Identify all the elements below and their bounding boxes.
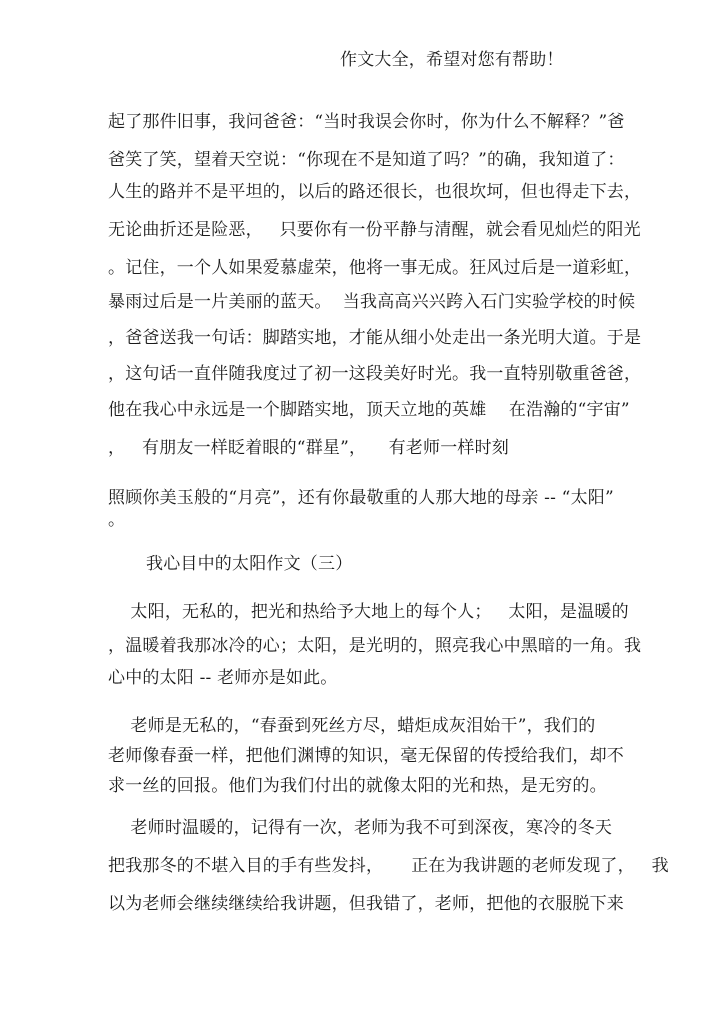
body-line: 。 — [108, 510, 126, 530]
body-line: ，爸爸送我一句话：脚踏实地，才能从细小处走出一条光明大道。于是 — [108, 328, 642, 348]
body-line: 把我那冬的不堪入目的手有些发抖， 正在为我讲题的老师发现了， 我 — [108, 856, 669, 876]
body-line: 老师像春蚕一样，把他们渊博的知识，毫无保留的传授给我们，却不 — [108, 746, 624, 766]
body-line: 老师是无私的，“春蚕到死丝方尽，蜡炬成灰泪始干”，我们的 — [108, 716, 596, 736]
body-line: ，温暖着我那冰冷的心；太阳，是光明的，照亮我心中黑暗的一角。我 — [108, 636, 642, 656]
body-line: 爸笑了笑，望着天空说：“你现在不是知道了吗？”的确，我知道了： — [108, 150, 625, 170]
body-line: 起了那件旧事，我问爸爸：“当时我误会你时，你为什么不解释？”爸 — [108, 112, 625, 132]
body-line: 人生的路并不是平坦的，以后的路还很长，也很坎坷，但也得走下去， — [108, 182, 642, 202]
body-line: 他在我心中永远是一个脚踏实地，顶天立地的英雄 在浩瀚的“宇宙” — [108, 400, 630, 420]
section-title: 我心目中的太阳作文（三） — [146, 554, 353, 574]
body-line: 无论曲折还是险恶， 只要你有一份平静与清醒，就会看见灿烂的阳光 — [108, 220, 641, 240]
body-line: 以为老师会继续继续给我讲题，但我错了，老师，把他的衣服脱下来 — [108, 894, 624, 914]
page-header: 作文大全，希望对您有帮助！ — [340, 50, 564, 70]
body-line: 老师时温暖的，记得有一次，老师为我不可到深夜，寒冷的冬天 — [108, 818, 613, 838]
body-line: 。记住，一个人如果爱慕虚荣，他将一事无成。狂风过后是一道彩虹， — [108, 258, 642, 278]
body-line: 太阳，无私的，把光和热给予大地上的每个人； 太阳，是温暖的 — [108, 602, 629, 622]
body-line: 求一丝的回报。他们为我们付出的就像太阳的光和热，是无穷的。 — [108, 776, 607, 796]
body-line: 照顾你美玉般的“月亮”，还有你最敬重的人那大地的母亲 -- “太阳” — [108, 488, 614, 508]
body-line: 暴雨过后是一片美丽的蓝天。 当我高高兴兴跨入石门实验学校的时候 — [108, 292, 636, 312]
body-line: ， 有朋友一样眨着眼的“群星”， 有老师一样时刻 — [108, 438, 510, 458]
body-line: ，这句话一直伴随我度过了初一这段美好时光。我一直特别敬重爸爸， — [108, 364, 642, 384]
body-line: 心中的太阳 -- 老师亦是如此。 — [108, 668, 338, 688]
